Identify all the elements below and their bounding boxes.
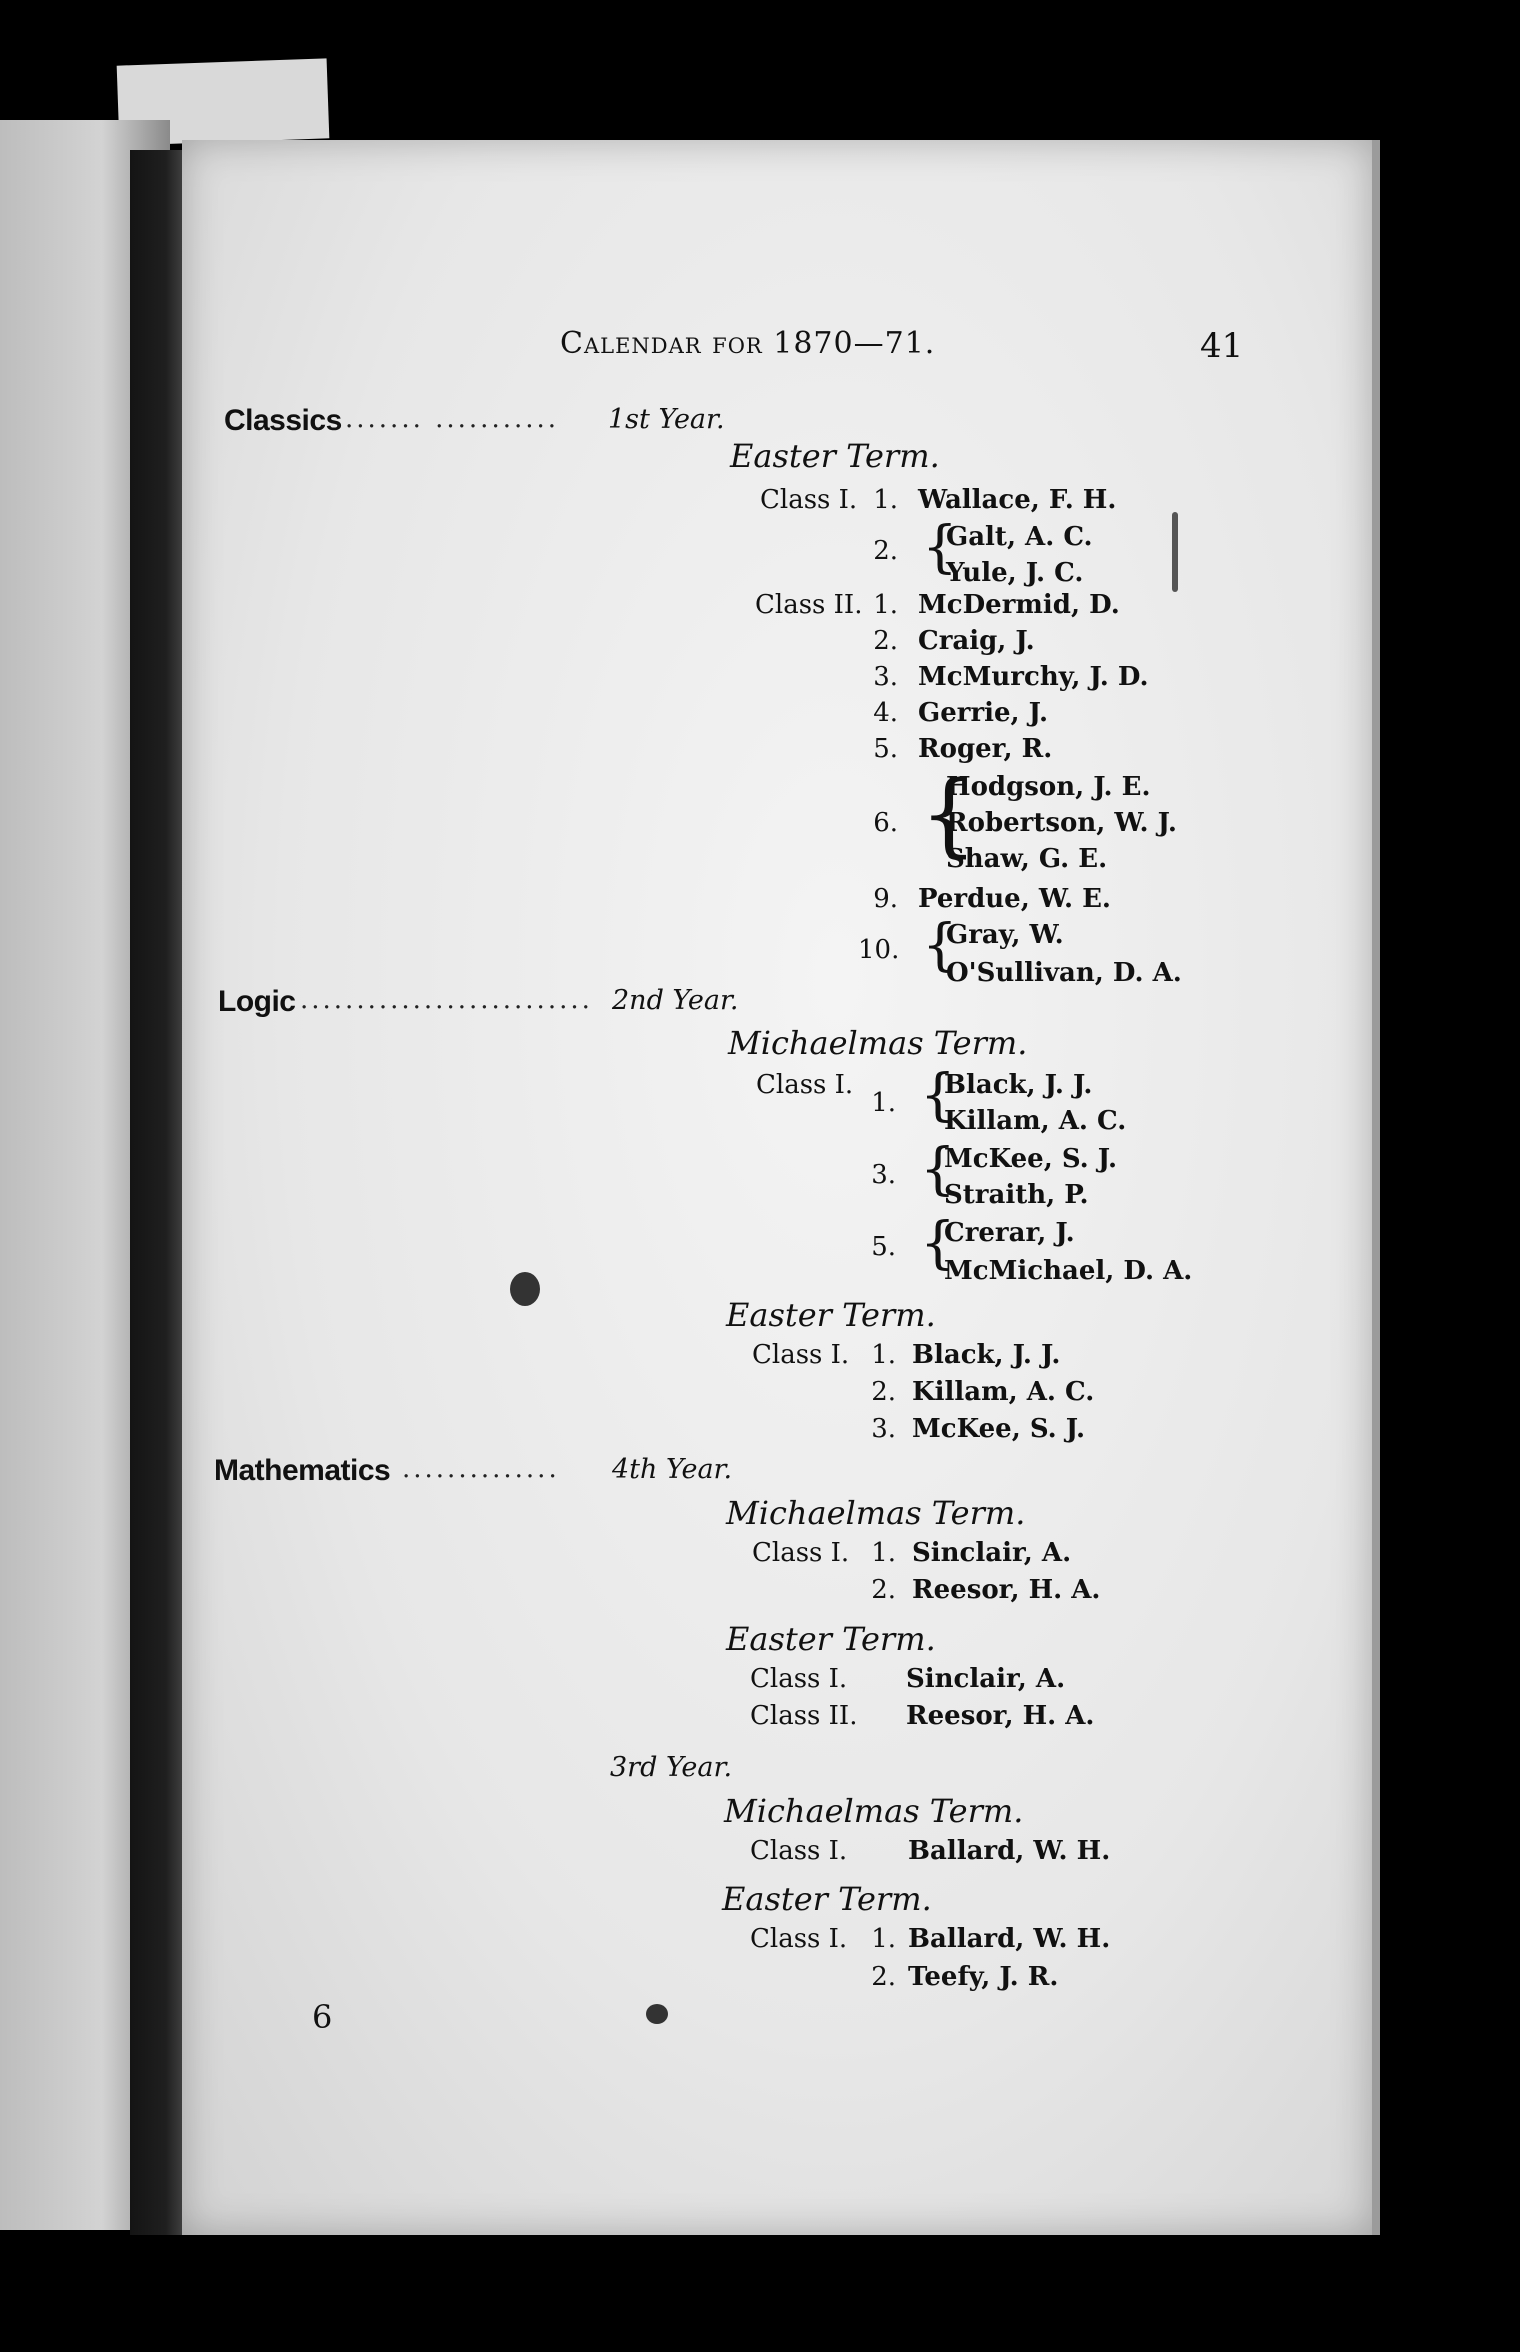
year-label: 4th Year. [612, 1454, 733, 1485]
rank: 3. [871, 1414, 896, 1444]
student-name: Killam, A. C. [912, 1377, 1095, 1407]
leader-dots: .......................... [300, 985, 593, 1015]
student-name: Sinclair, A. [906, 1664, 1066, 1694]
brace: { [920, 1211, 956, 1276]
class-label: Class I. [750, 1924, 848, 1954]
student-name: McMichael, D. A. [944, 1256, 1193, 1286]
term-heading: Easter Term. [722, 1880, 932, 1918]
student-name: O'Sullivan, D. A. [946, 958, 1182, 988]
term-heading: Michaelmas Term. [724, 1792, 1024, 1830]
student-name: McKee, S. J. [912, 1414, 1086, 1444]
student-name: Gray, W. [946, 920, 1064, 950]
rank: 3. [871, 1160, 896, 1190]
brace: { [920, 1137, 956, 1202]
student-name: Straith, P. [944, 1180, 1089, 1210]
student-name: Sinclair, A. [912, 1538, 1072, 1568]
page-number: 41 [1200, 326, 1244, 366]
rank: 10. [858, 935, 900, 965]
term-heading: Michaelmas Term. [726, 1494, 1026, 1532]
leader-dots: ....... ........... [345, 404, 560, 434]
rank: 5. [871, 1232, 896, 1262]
term-heading: Easter Term. [726, 1620, 936, 1658]
student-name: Robertson, W. J. [946, 808, 1177, 838]
class-label: Class I. [756, 1070, 854, 1100]
rank: 6. [873, 808, 898, 838]
student-name: McKee, S. J. [944, 1144, 1118, 1174]
student-name: Craig, J. [918, 626, 1035, 656]
rank: 1. [871, 1340, 896, 1370]
student-name: Black, J. J. [944, 1070, 1093, 1100]
term-heading: Easter Term. [726, 1296, 936, 1334]
brace: { [922, 913, 958, 978]
student-name: Teefy, J. R. [908, 1962, 1059, 1992]
page-edge [1372, 140, 1380, 2235]
student-name: Crerar, J. [944, 1218, 1075, 1248]
rank: 2. [873, 626, 898, 656]
rank: 5. [873, 734, 898, 764]
class-label: Class I. [760, 485, 858, 515]
class-label: Class I. [750, 1836, 848, 1866]
year-label: 2nd Year. [612, 985, 739, 1016]
student-name: Ballard, W. H. [908, 1836, 1111, 1866]
year-label: 1st Year. [608, 404, 725, 435]
student-name: Black, J. J. [912, 1340, 1061, 1370]
rank: 9. [873, 884, 898, 914]
signature-mark: 6 [312, 1998, 333, 2036]
student-name: Gerrie, J. [918, 698, 1048, 728]
student-name: Killam, A. C. [944, 1106, 1127, 1136]
subject-heading: Mathematics [214, 1454, 391, 1487]
student-name: McDermid, D. [918, 590, 1120, 620]
rank: 1. [873, 485, 898, 515]
year-label: 3rd Year. [610, 1752, 733, 1783]
term-heading: Easter Term. [730, 437, 940, 475]
ink-blot [510, 1272, 540, 1306]
brace: { [920, 762, 978, 867]
class-label: Class I. [752, 1538, 850, 1568]
rank: 2. [871, 1575, 896, 1605]
student-name: Galt, A. C. [946, 522, 1093, 552]
student-name: Wallace, F. H. [918, 485, 1117, 515]
ink-blot [646, 2004, 668, 2024]
student-name: Hodgson, J. E. [946, 772, 1151, 802]
rank: 1. [871, 1924, 896, 1954]
student-name: Shaw, G. E. [946, 844, 1108, 874]
rank: 2. [871, 1377, 896, 1407]
rank: 2. [873, 536, 898, 566]
rank: 1. [871, 1538, 896, 1568]
rank: 1. [871, 1088, 896, 1118]
rank: 4. [873, 698, 898, 728]
rank: 2. [871, 1962, 896, 1992]
student-name: McMurchy, J. D. [918, 662, 1149, 692]
brace: { [920, 1063, 956, 1128]
student-name: Reesor, H. A. [912, 1575, 1101, 1605]
book-gutter [130, 150, 190, 2235]
student-name: Yule, J. C. [946, 558, 1084, 588]
class-label: Class II. [750, 1701, 858, 1731]
term-heading: Michaelmas Term. [728, 1024, 1028, 1062]
class-label: Class I. [750, 1664, 848, 1694]
student-name: Reesor, H. A. [906, 1701, 1095, 1731]
rank: 3. [873, 662, 898, 692]
leader-dots: .............. [402, 1454, 560, 1484]
student-name: Ballard, W. H. [908, 1924, 1111, 1954]
rank: 1. [873, 590, 898, 620]
class-label: Class II. [755, 590, 863, 620]
class-label: Class I. [752, 1340, 850, 1370]
running-header: Calendar for 1870—71. [560, 326, 936, 361]
student-name: Perdue, W. E. [918, 884, 1111, 914]
student-name: Roger, R. [918, 734, 1053, 764]
brace: { [922, 515, 958, 580]
subject-heading: Logic [218, 985, 296, 1018]
subject-heading: Classics [224, 404, 342, 437]
pen-mark [1172, 512, 1178, 592]
